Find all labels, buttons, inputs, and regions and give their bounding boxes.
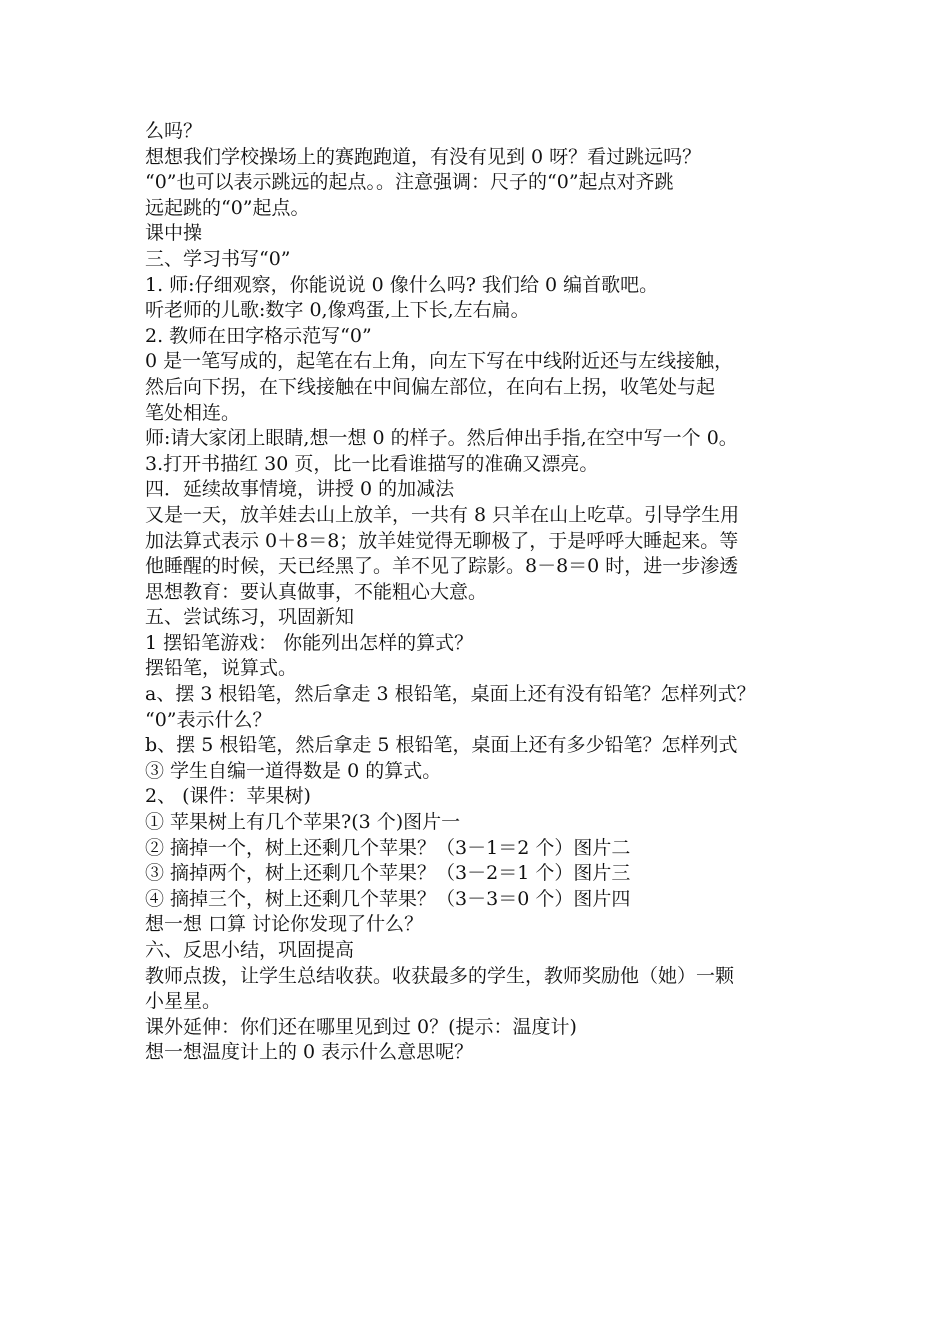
list-item: ① 苹果树上有几个苹果?(3 个)图片一 — [145, 811, 461, 834]
text-line: 0 是一笔写成的，起笔在右上角，向左下写在中线附近还与左线接触， — [145, 350, 734, 373]
text-line: 3.打开书描红 30 页，比一比看谁描写的准确又漂亮。 — [145, 452, 599, 475]
text-line: 小星星。 — [145, 990, 222, 1013]
text-line: 想一想温度计上的 0 表示什么意思呢？ — [145, 1041, 474, 1064]
text-line: a、摆 3 根铅笔，然后拿走 3 根铅笔，桌面上还有没有铅笔？怎样列式？ — [145, 683, 756, 706]
list-item: ④ 摘掉三个，树上还剩几个苹果？（3－3＝0 个）图片四 — [145, 887, 631, 910]
text-line: 2、 (课件：苹果树) — [145, 785, 311, 808]
list-item: ② 摘掉一个，树上还剩几个苹果？（3－1＝2 个）图片二 — [145, 836, 631, 859]
list-item: ③ 摘掉两个，树上还剩几个苹果？（3－2＝1 个）图片三 — [145, 862, 631, 885]
text-line: 1 摆铅笔游戏： 你能列出怎样的算式？ — [145, 631, 474, 654]
text-line: 听老师的儿歌:数字 0,像鸡蛋,上下长,左右扁。 — [145, 299, 530, 322]
text-line: 1. 师:仔细观察，你能说说 0 像什么吗? 我们给 0 编首歌吧。 — [145, 273, 659, 296]
document-body — [145, 119, 825, 1066]
section-heading: 四．延续故事情境，讲授 0 的加减法 — [145, 478, 455, 501]
text-line: 远起跳的“0”起点。 — [145, 196, 310, 219]
text-line: 课外延伸：你们还在哪里见到过 0？(提示：温度计) — [145, 1015, 577, 1038]
text-line: 他睡醒的时候，天已经黑了。羊不见了踪影。8－8＝0 时，进一步渗透 — [145, 555, 739, 578]
text-line: 然后向下拐，在下线接触在中间偏左部位，在向右上拐，收笔处与起 — [145, 375, 716, 398]
text-line: 笔处相连。 — [145, 401, 241, 424]
text-line: 思想教育：要认真做事，不能粗心大意。 — [145, 580, 488, 603]
text-line: 摆铅笔，说算式。 — [145, 657, 298, 680]
section-heading: 六、反思小结，巩固提高 — [145, 939, 355, 961]
text-line: 想想我们学校操场上的赛跑跑道，有没有见到 0 呀？看过跳远吗？ — [145, 145, 702, 168]
text-line: 课中操 — [145, 222, 203, 245]
text-line: 教师点拨，让学生总结收获。收获最多的学生，教师奖励他（她）一颗 — [145, 964, 735, 987]
text-line: 又是一天，放羊娃去山上放羊，一共有 8 只羊在山上吃草。引导学生用 — [145, 503, 740, 526]
section-heading: 五、尝试练习，巩固新知 — [145, 606, 355, 629]
text-line: 师:请大家闭上眼睛,想一想 0 的样子。然后伸出手指,在空中写一个 0。 — [145, 427, 738, 450]
text-line: 想一想 口算 讨论你发现了什么？ — [145, 913, 424, 936]
text-line: ③ 学生自编一道得数是 0 的算式。 — [145, 759, 442, 782]
text-line: “0”表示什么？ — [145, 708, 272, 731]
text-line: b、摆 5 根铅笔，然后拿走 5 根铅笔，桌面上还有多少铅笔？怎样列式 — [145, 734, 738, 757]
section-heading: 三、学习书写“0” — [145, 247, 291, 270]
text-line: 加法算式表示 0＋8＝8；放羊娃觉得无聊极了，于是呼呼大睡起来。等 — [145, 529, 739, 552]
text-line: 么吗？ — [145, 120, 203, 142]
text-line: “0”也可以表示跳远的起点。。注意强调：尺子的“0”起点对齐跳 — [145, 171, 674, 194]
text-line: 2. 教师在田字格示范写“0” — [145, 324, 372, 347]
